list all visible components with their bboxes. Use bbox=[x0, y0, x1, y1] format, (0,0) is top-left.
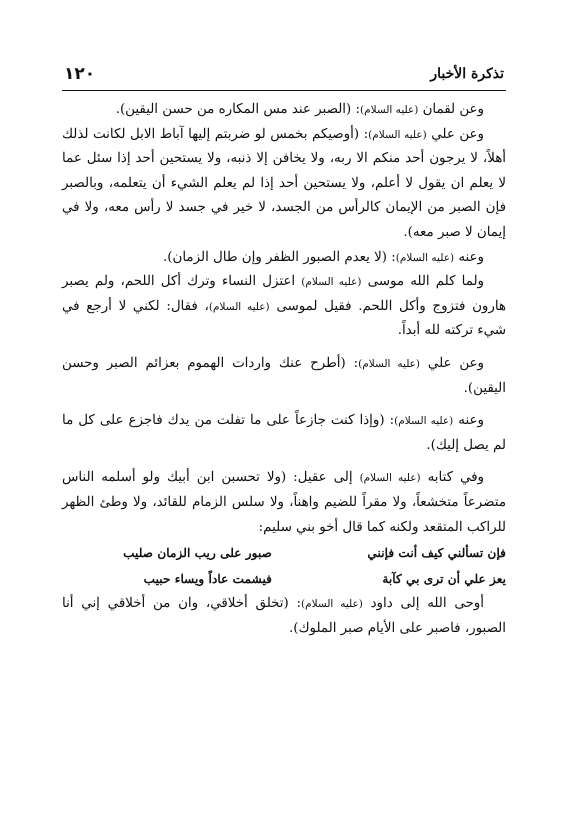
paragraph-worries: وعن علي (عليه السلام): (أطرح عنك واردات الهموم بعزائم الصبر وحسن اليقين). bbox=[62, 355, 506, 396]
page-number: ١٢٠ bbox=[64, 64, 96, 84]
verse-second-hemistich: فيشمت عاداً ويساء حبيب bbox=[143, 572, 272, 587]
header-divider bbox=[62, 90, 506, 91]
honorific-note: (عليه السلام) bbox=[301, 598, 363, 611]
paragraph-gap bbox=[62, 458, 506, 466]
poem-verse bbox=[62, 540, 506, 566]
verse-second-hemistich: صبور على ريب الزمان صليب bbox=[123, 546, 272, 561]
honorific-note: (عليه السلام) bbox=[301, 276, 362, 289]
verse-first-hemistich: يعز علي أن ترى بي كآبة bbox=[382, 572, 506, 587]
paragraph-dawud: أوحى الله إلى داود (عليه السلام): (تخلق أخلاقي، وان من أخلاقي إني أنا الصبور، فاصبر على الأيام صبر الملوك). bbox=[62, 596, 506, 636]
verse-first-hemistich: فإن تسألني كيف أنت فإنني bbox=[367, 546, 506, 561]
paragraph-gap bbox=[62, 401, 506, 409]
honorific-note: (عليه السلام) bbox=[360, 104, 419, 116]
paragraph-letter-aqil: وفي كتابه (عليه السلام) إلى عقيل: (ولا تحسبن ابن أبيك ولو أسلمه الناس متضرعاً متخشعاً، ولا مقراً للضيم واهناً، ولا سلس الزمام للقائد، ولا وطئ الظهر للراكب المتقعد ولكنه كما قال أخو بني سليم: bbox=[62, 470, 506, 535]
honorific-note: (عليه السلام) bbox=[394, 415, 454, 428]
honorific-note: (عليه السلام) bbox=[368, 128, 427, 141]
paragraph-grief: وعنه (عليه السلام): (وإذا كنت جازعاً على ما تفلت من يدك فاجزع على كل ما لم يصل إليك). bbox=[62, 413, 506, 453]
page-header bbox=[62, 62, 506, 88]
paragraph-patient-victory: وعنه (عليه السلام): (لا يعدم الصبور الظفر وإن طال الزمان). bbox=[163, 249, 484, 265]
honorific-note: (عليه السلام) bbox=[395, 251, 455, 264]
paragraph-five-counsels: وعن علي (عليه السلام): (أوصيكم بخمس لو ضربتم إليها آباط الابل لكانت لذلك أهلاً، لا يرجون أحد منكم الا ربه، ولا يخافن إلا ذنبه، ولا يستحين أحد إذا سئل عما لا يعلم ان يقول لا أعلم، ولا يستحين أحد إذا لم يعلم الشيء أن يتعلمه، وبالصبر فإن الصبر من الإيمان كالرأس من الجسد، لا خير في جسد لا رأس معه، ولا في إيمان لا صبر معه). bbox=[62, 126, 506, 240]
honorific-note: (عليه السلام) bbox=[359, 472, 421, 485]
paragraph-luqman: وعن لقمان (عليه السلام): (الصبر عند مس المكاره من حسن اليقين). bbox=[115, 102, 484, 117]
paragraph-musa-harun: ولما كلم الله موسى (عليه السلام) اعتزل النساء وترك أكل اللحم، ولم يصبر هارون فتزوج وأكل اللحم. فقيل لموسى (عليه السلام)، فقال: لكني لا أرجع في شيء تركته لله أبداً. bbox=[62, 274, 506, 339]
book-title: تذكرة الأخبار bbox=[430, 66, 504, 82]
page-body bbox=[62, 98, 506, 641]
honorific-note: (عليه السلام) bbox=[208, 300, 270, 313]
poem-verse bbox=[62, 566, 506, 592]
paragraph-gap bbox=[62, 344, 506, 352]
honorific-note: (عليه السلام) bbox=[358, 357, 421, 370]
